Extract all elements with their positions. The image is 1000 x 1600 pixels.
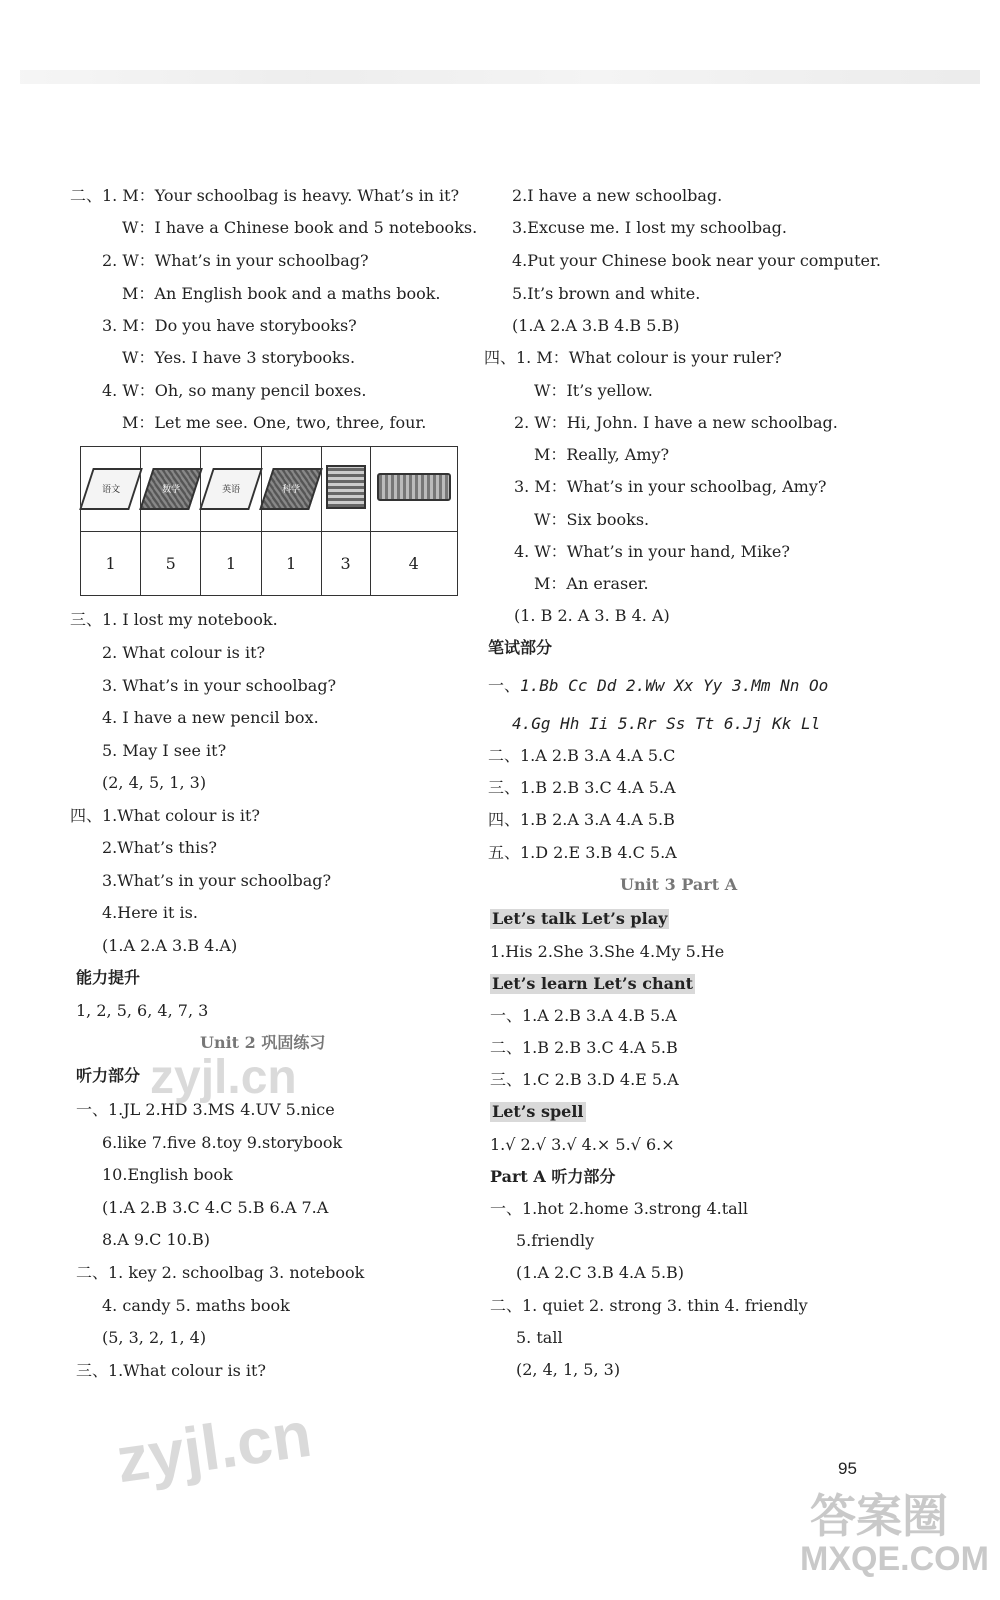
- answer-line: 4.Here it is.: [102, 903, 198, 922]
- answer-line: 5.It’s brown and white.: [512, 284, 701, 303]
- handwritten-letters: 1.Bb Cc Dd 2.Ww Xx Yy 3.Mm Nn Oo: [520, 676, 829, 695]
- answer-line: 10.English book: [102, 1165, 233, 1184]
- answer-line: M：Really, Amy?: [534, 445, 670, 464]
- table-cell: [261, 447, 321, 532]
- answer-line: 2. W：What’s in your schoolbag?: [102, 251, 369, 270]
- table-cell: 4: [370, 532, 457, 596]
- answer-line: (1.A 2.C 3.B 4.A 5.B): [516, 1263, 685, 1282]
- answer-line: 4. I have a new pencil box.: [102, 708, 319, 727]
- answer-line: W：Six books.: [534, 510, 650, 529]
- unit-title: Unit 3 Part A: [620, 875, 738, 894]
- science-book-icon: 科学: [259, 468, 323, 510]
- answer-prefix: 一、: [488, 676, 521, 695]
- watermark: zyjl.cn: [111, 1397, 316, 1497]
- table-cell: [370, 447, 457, 532]
- table-cell: 3: [321, 532, 370, 596]
- answer-line: 一、1.A 2.B 3.A 4.B 5.A: [490, 1006, 677, 1025]
- answer-line: 3.What’s in your schoolbag?: [102, 871, 332, 890]
- answer-line: W：Yes. I have 3 storybooks.: [122, 348, 356, 367]
- answer-line: 4.Put your Chinese book near your computer.: [512, 251, 881, 270]
- page-number: 95: [838, 1459, 857, 1478]
- answer-line: W：It’s yellow.: [534, 381, 653, 400]
- answer-line: 三、1.What colour is it?: [76, 1361, 266, 1380]
- answer-line: 4. candy 5. maths book: [102, 1296, 290, 1315]
- handwriting-line: [488, 676, 828, 696]
- answer-line: 二、1. M：Your schoolbag is heavy. What’s in it?: [70, 186, 460, 205]
- answer-line: 5. May I see it?: [102, 741, 227, 760]
- answer-line: (1. B 2. A 3. B 4. A): [514, 606, 670, 625]
- table-cell: 1: [261, 532, 321, 596]
- english-book-icon: 英语: [199, 468, 263, 510]
- section-heading: Part A 听力部分: [490, 1167, 616, 1186]
- answer-line: 一、1.JL 2.HD 3.MS 4.UV 5.nice: [76, 1100, 335, 1119]
- answer-line: 三、1.C 2.B 3.D 4.E 5.A: [490, 1070, 679, 1089]
- section-heading: Let’s learn Let’s chant: [492, 974, 693, 993]
- answer-line: 四、1.What colour is it?: [70, 806, 260, 825]
- answer-line: 二、1. key 2. schoolbag 3. notebook: [76, 1263, 365, 1282]
- section-heading: Let’s spell: [492, 1102, 584, 1121]
- section-heading: 能力提升: [76, 968, 141, 987]
- answer-line: 五、1.D 2.E 3.B 4.C 5.A: [488, 843, 677, 862]
- answer-line: 3. M：What’s in your schoolbag, Amy?: [514, 477, 827, 496]
- answer-line: 5.friendly: [516, 1231, 595, 1250]
- maths-book-icon: 数学: [139, 468, 203, 510]
- table-cell: 5: [141, 532, 201, 596]
- answer-line: (1.A 2.B 3.C 4.C 5.B 6.A 7.A: [102, 1198, 329, 1217]
- watermark: 答案圈: [810, 1490, 948, 1542]
- answer-line: 三、1. I lost my notebook.: [70, 610, 278, 629]
- table-cell: 1: [81, 532, 141, 596]
- answer-line: W：I have a Chinese book and 5 notebooks.: [122, 218, 478, 237]
- answer-line: 2.What’s this?: [102, 838, 218, 857]
- answer-line: M：An English book and a maths book.: [122, 284, 441, 303]
- answer-line: 一、1.hot 2.home 3.strong 4.tall: [490, 1199, 748, 1218]
- answer-line: 2.I have a new schoolbag.: [512, 186, 723, 205]
- table-cell: [141, 447, 201, 532]
- answer-line: 1, 2, 5, 6, 4, 7, 3: [76, 1001, 209, 1020]
- answer-line: M：Let me see. One, two, three, four.: [122, 413, 427, 432]
- answer-line: 3. M：Do you have storybooks?: [102, 316, 357, 335]
- answer-line: 1.√ 2.√ 3.√ 4.× 5.√ 6.×: [490, 1135, 675, 1154]
- storybook-icon: [326, 465, 366, 509]
- answer-line: (1.A 2.A 3.B 4.A): [102, 936, 238, 955]
- watermark: MXQE.COM: [800, 1540, 989, 1578]
- answer-line: M：An eraser.: [534, 574, 649, 593]
- section-heading: Let’s talk Let’s play: [492, 909, 668, 928]
- answer-line: 四、1.B 2.A 3.A 4.A 5.B: [488, 810, 675, 829]
- answer-line: 8.A 9.C 10.B): [102, 1230, 210, 1249]
- watermark: zyjl.cn: [150, 1051, 297, 1104]
- handwritten-letters: 4.Gg Hh Ii 5.Rr Ss Tt 6.Jj Kk Ll: [512, 714, 821, 733]
- book-count-table: [80, 446, 458, 596]
- answer-line: 3. What’s in your schoolbag?: [102, 676, 337, 695]
- answer-line: 三、1.B 2.B 3.C 4.A 5.A: [488, 778, 676, 797]
- answer-line: 二、1. quiet 2. strong 3. thin 4. friendly: [490, 1296, 808, 1315]
- pencil-box-icon: [377, 473, 451, 501]
- answer-line: 二、1.B 2.B 3.C 4.A 5.B: [490, 1038, 678, 1057]
- table-cell: [201, 447, 261, 532]
- answer-line: (5, 3, 2, 1, 4): [102, 1328, 207, 1347]
- answer-line: (2, 4, 5, 1, 3): [102, 773, 207, 792]
- answer-line: 4. W：What’s in your hand, Mike?: [514, 542, 790, 561]
- section-heading: 笔试部分: [488, 638, 553, 657]
- answer-line: 2. W：Hi, John. I have a new schoolbag.: [514, 413, 838, 432]
- answer-line: 5. tall: [516, 1328, 563, 1347]
- table-cell: 1: [201, 532, 261, 596]
- answer-line: 4. W：Oh, so many pencil boxes.: [102, 381, 367, 400]
- chinese-book-icon: 语文: [79, 468, 143, 510]
- unit-title: Unit 2 巩固练习: [200, 1033, 326, 1052]
- answer-line: 6.like 7.five 8.toy 9.storybook: [102, 1133, 343, 1152]
- section-heading: 听力部分: [76, 1066, 141, 1085]
- table-cell: [81, 447, 141, 532]
- answer-line: 3.Excuse me. I lost my schoolbag.: [512, 218, 787, 237]
- answer-line: 二、1.A 2.B 3.A 4.A 5.C: [488, 746, 676, 765]
- answer-line: (2, 4, 1, 5, 3): [516, 1360, 621, 1379]
- table-cell: [321, 447, 370, 532]
- answer-line: 1.His 2.She 3.She 4.My 5.He: [490, 942, 725, 961]
- scan-top-strip: [20, 70, 980, 84]
- answer-line: (1.A 2.A 3.B 4.B 5.B): [512, 316, 680, 335]
- answer-line: 四、1. M：What colour is your ruler?: [484, 348, 782, 367]
- answer-line: 2. What colour is it?: [102, 643, 266, 662]
